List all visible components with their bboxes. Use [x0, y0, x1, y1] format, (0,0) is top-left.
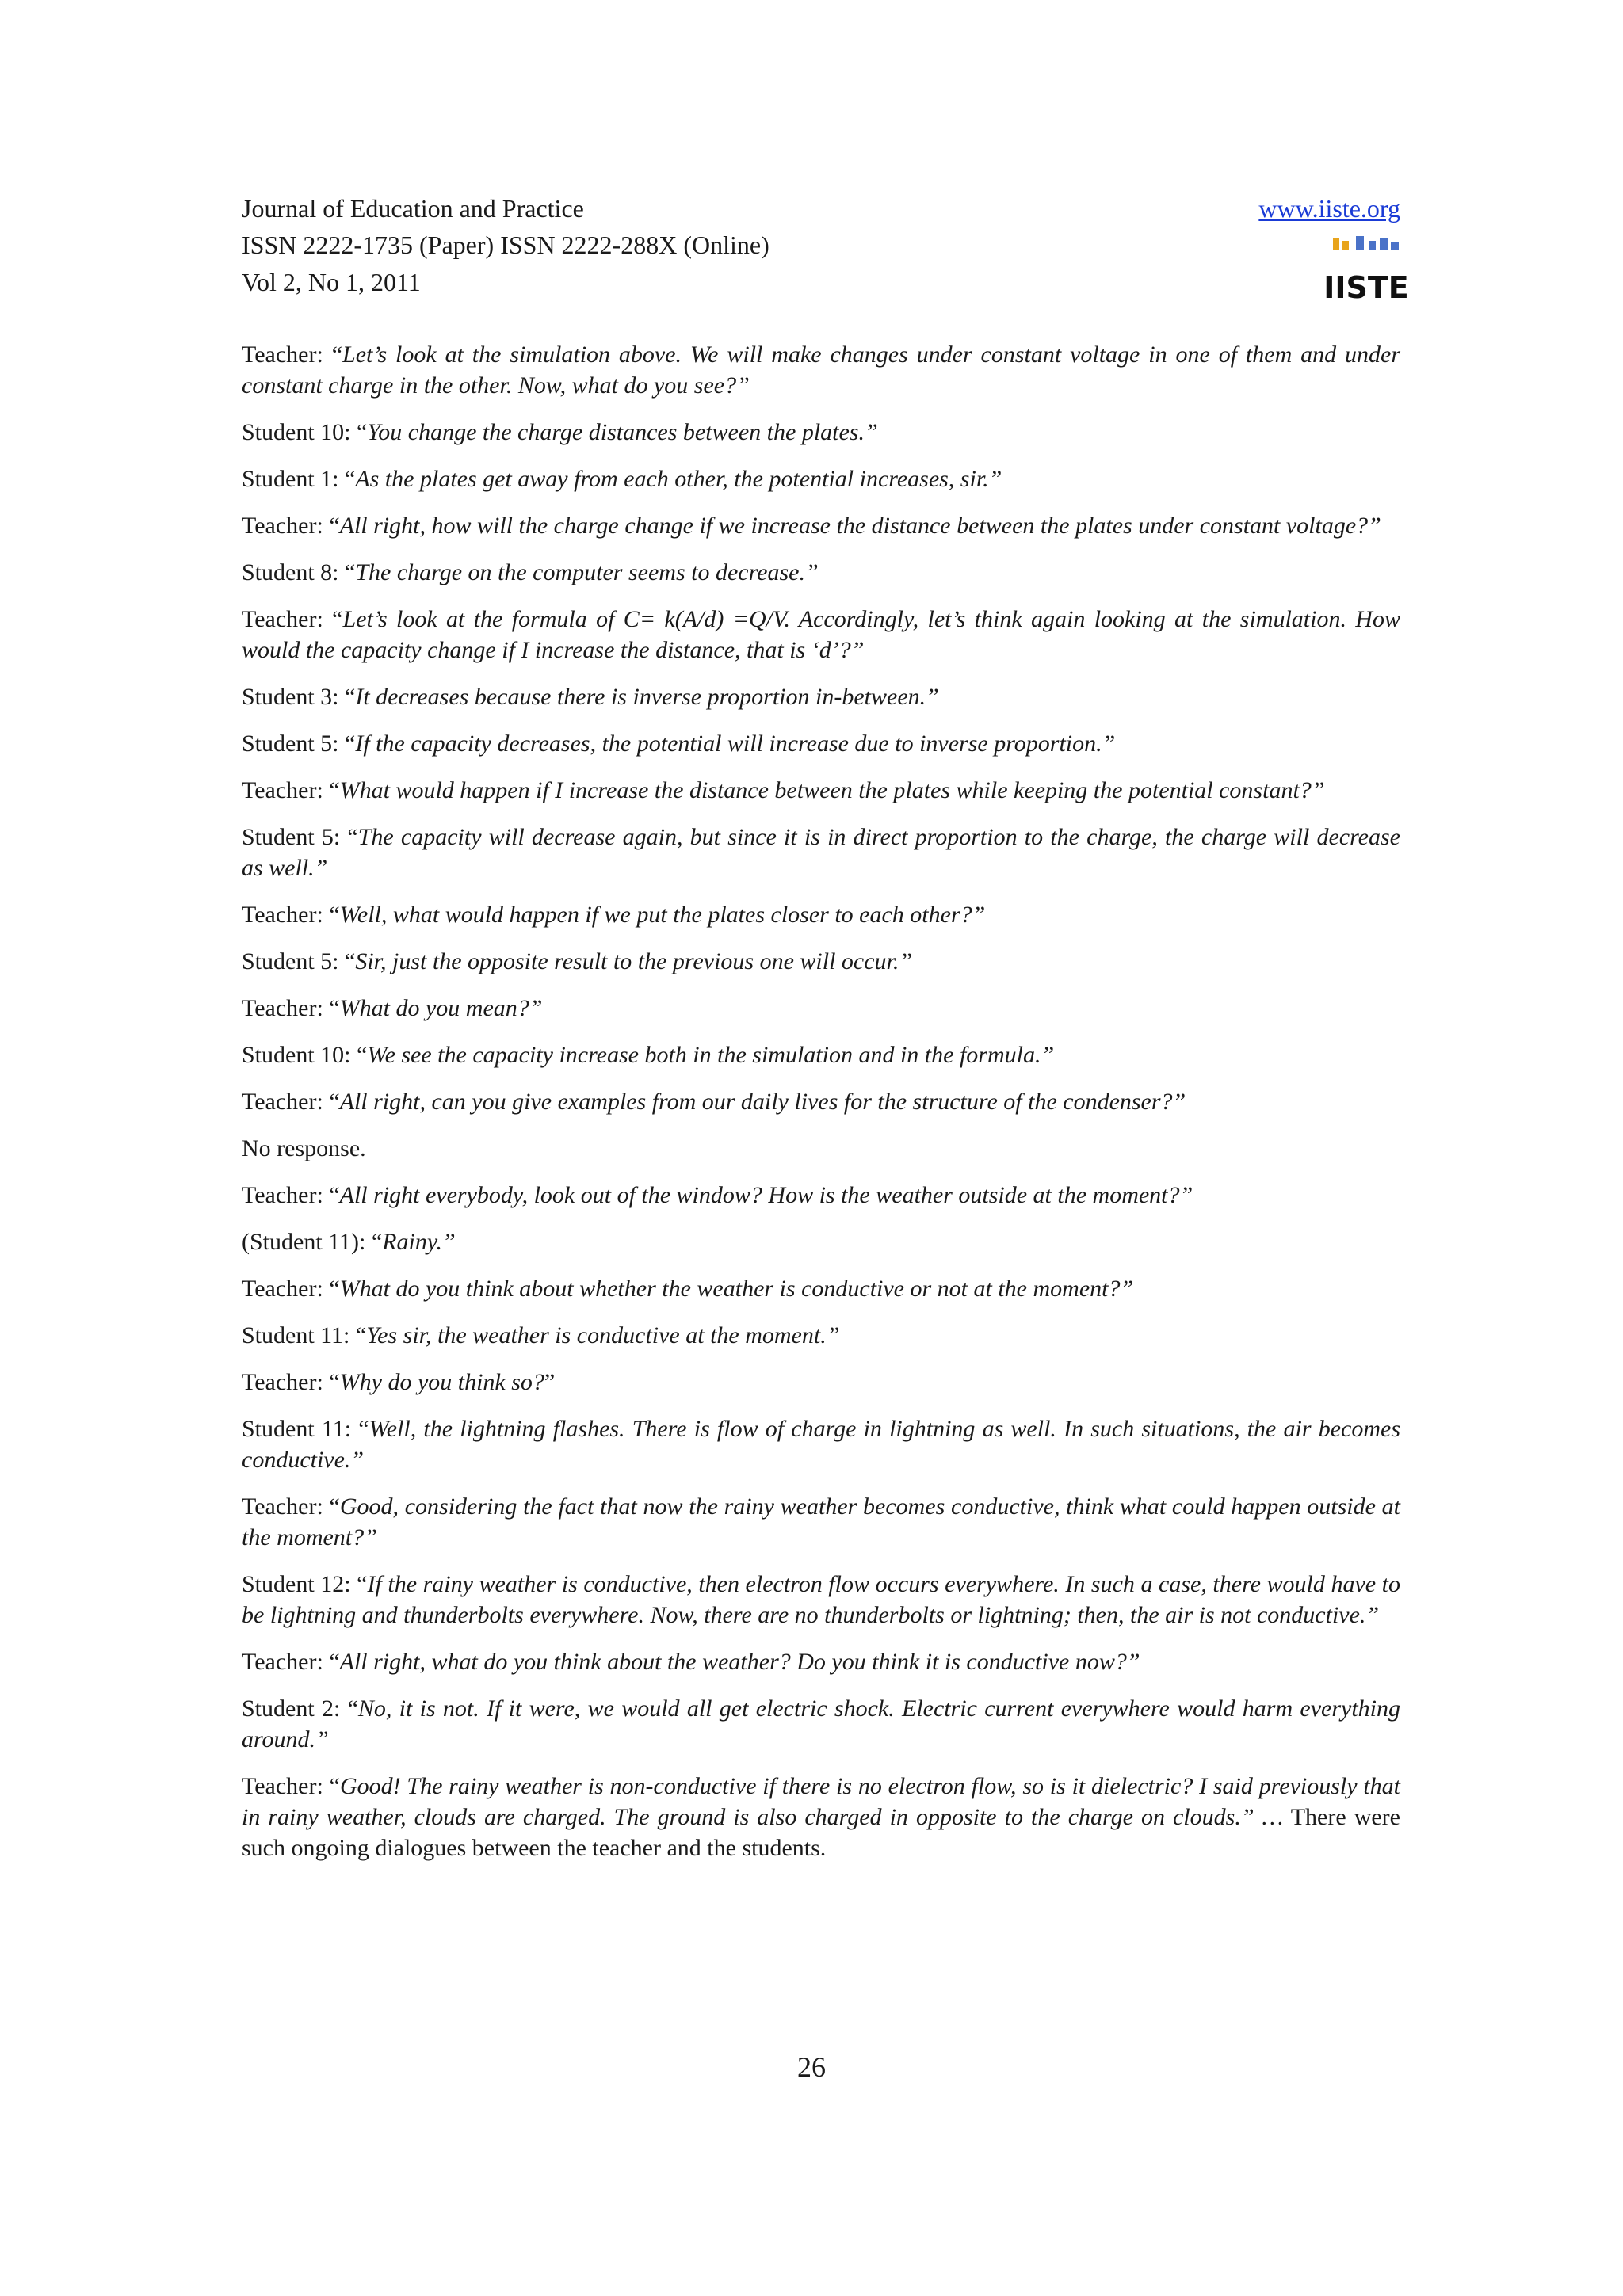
speaker-label: Teacher: “	[242, 1773, 340, 1799]
utterance-text: All right everybody, look out of the window? How is the weather outside at the moment?”	[339, 1182, 1193, 1208]
speaker-label: Teacher: “	[242, 513, 340, 539]
journal-title: Journal of Education and Practice	[242, 194, 584, 223]
utterance-text: All right, can you give examples from our daily lives for the structure of the condenser?”	[339, 1089, 1186, 1115]
journal-header	[242, 190, 1409, 309]
utterance-text: As the plates get away from each other, the potential increases, sir.”	[355, 466, 1002, 492]
utterance-text: All right, how will the charge change if we increase the distance between the plates under constant voltage?”	[339, 513, 1381, 539]
journal-issn: ISSN 2222-1735 (Paper) ISSN 2222-288X (Online)	[242, 231, 769, 259]
utterance-text: Let’s look at the formula of C= k(A/d) =Q/V. Accordingly, let’s think again looking at the simulation. How would the capacity change if I increase the distance, that is ‘d’?”	[242, 606, 1400, 663]
utterance-text: All right, what do you think about the weather? Do you think it is conductive now?”	[339, 1649, 1140, 1675]
speaker-label: Teacher: “	[242, 1493, 340, 1520]
speaker-label: Teacher: “	[242, 995, 340, 1021]
utterance-text: The charge on the computer seems to decrease.”	[355, 559, 819, 585]
dialogue-paragraph	[242, 1133, 1400, 1164]
speaker-label: Teacher: “	[242, 1369, 340, 1395]
speaker-label: Student 5: “	[242, 948, 356, 974]
speaker-label: Teacher: “	[242, 1089, 340, 1115]
iiste-logo	[1323, 235, 1409, 305]
dialogue-paragraph	[242, 1646, 1400, 1677]
dialogue-paragraph	[242, 557, 1400, 588]
speaker-label: Student 12: “	[242, 1571, 368, 1597]
speaker-label: Student 2: “	[242, 1695, 358, 1722]
speaker-label: Teacher: “	[242, 902, 340, 928]
dialogue-paragraph	[242, 1491, 1400, 1553]
logo-text: IISTE	[1323, 270, 1409, 305]
dialogue-paragraph	[242, 681, 1400, 712]
utterance-text: Sir, just the opposite result to the previous one will occur.”	[355, 948, 913, 974]
dialogue-paragraph	[242, 339, 1400, 401]
speaker-label: Teacher: “	[242, 1276, 340, 1302]
utterance-text: Rainy.”	[382, 1229, 456, 1255]
speaker-label: Teacher: “	[242, 606, 343, 632]
journal-volume: Vol 2, No 1, 2011	[242, 268, 421, 296]
utterance-text: You change the charge distances between the plates.”	[367, 419, 878, 445]
utterance-text: What do you mean?”	[339, 995, 543, 1021]
speaker-label: Student 5: “	[242, 824, 358, 850]
speaker-label: Teacher: “	[242, 1182, 340, 1208]
website-link[interactable]: www.iiste.org	[1258, 194, 1400, 223]
speaker-label: Student 1: “	[242, 466, 356, 492]
utterance-text: Well, what would happen if we put the plates closer to each other?”	[339, 902, 986, 928]
dialogue-paragraph	[242, 946, 1400, 977]
dialogue-paragraph	[242, 1693, 1400, 1755]
speaker-label: Student 10: “	[242, 1042, 368, 1068]
dialogue-paragraph	[242, 417, 1400, 448]
utterance-text: Let’s look at the simulation above. We will make changes under constant voltage in one of them and under constant charge in the other. Now, what do you see?”	[242, 341, 1400, 399]
dialogue-paragraph	[242, 775, 1400, 806]
utterance-text: Good, considering the fact that now the rainy weather becomes conductive, think what could happen outside at the moment?”	[242, 1493, 1401, 1550]
dialogue-paragraph	[242, 822, 1400, 883]
dialogue-paragraph	[242, 510, 1400, 541]
speaker-label: Student 11: “	[242, 1322, 367, 1348]
utterance-text: Good! The rainy weather is non-conductive if there is no electron flow, so is it dielectric? I said previously that in rainy weather, clouds are charged. The ground is also charged in opposite to the charge on clouds.” …	[242, 1773, 1400, 1830]
speaker-label: Student 8: “	[242, 559, 356, 585]
speaker-label: Teacher: “	[242, 777, 340, 803]
dialogue-paragraph	[242, 1367, 1400, 1398]
dialogue-paragraph	[242, 1086, 1400, 1117]
dialogue-paragraph	[242, 1413, 1400, 1475]
dialogue-paragraph	[242, 1320, 1400, 1351]
page-number: 26	[797, 2051, 826, 2083]
utterance-text: What do you think about whether the weather is conductive or not at the moment?”	[339, 1276, 1134, 1302]
speaker-label: Student 3: “	[242, 684, 356, 710]
utterance-text: Well, the lightning flashes. There is flow of charge in lightning as well. In such situations, the air becomes conductive.”	[242, 1416, 1400, 1473]
dialogue-paragraph	[242, 993, 1400, 1024]
utterance-text: If the capacity decreases, the potential will increase due to inverse proportion.”	[355, 730, 1116, 757]
dialogue-paragraph	[242, 899, 1400, 930]
dialogue-transcript	[242, 339, 1400, 1879]
utterance-text: The capacity will decrease again, but since it is in direct proportion to the charge, the charge will decrease as well.”	[242, 824, 1400, 881]
speaker-label: No response.	[242, 1135, 366, 1161]
dialogue-paragraph	[242, 1771, 1400, 1863]
dialogue-paragraph	[242, 604, 1400, 666]
paragraph-tail: There were such ongoing dialogues between the teacher and the students.	[242, 1804, 1400, 1861]
speaker-label: Student 11: “	[242, 1416, 369, 1442]
speaker-label: Student 10: “	[242, 419, 368, 445]
dialogue-paragraph	[242, 1569, 1400, 1630]
speaker-label: Student 5: “	[242, 730, 356, 757]
dialogue-paragraph	[242, 1273, 1400, 1304]
utterance-text: It decreases because there is inverse proportion in-between.”	[355, 684, 939, 710]
utterance-text: We see the capacity increase both in the simulation and in the formula.”	[367, 1042, 1055, 1068]
dialogue-paragraph	[242, 1180, 1400, 1211]
utterance-text: No, it is not. If it were, we would all get electric shock. Electric current everywhere would harm everything around.”	[242, 1695, 1400, 1753]
utterance-text: Why do you think so?	[339, 1369, 544, 1395]
dialogue-paragraph	[242, 1226, 1400, 1257]
speaker-label: Teacher: “	[242, 341, 343, 368]
dialogue-paragraph	[242, 728, 1400, 759]
paragraph-tail: ”	[544, 1369, 556, 1395]
utterance-text: Yes sir, the weather is conductive at the moment.”	[366, 1322, 840, 1348]
utterance-text: What would happen if I increase the distance between the plates while keeping the potential constant?”	[339, 777, 1325, 803]
dialogue-paragraph	[242, 463, 1400, 494]
speaker-label: (Student 11): “	[242, 1229, 383, 1255]
dialogue-paragraph	[242, 1039, 1400, 1070]
utterance-text: If the rainy weather is conductive, then electron flow occurs everywhere. In such a case, there would have to be lightning and thunderbolts everywhere. Now, there are no thunderbolts or lightning; then, the air is not conductive.”	[242, 1571, 1400, 1628]
speaker-label: Teacher: “	[242, 1649, 340, 1675]
